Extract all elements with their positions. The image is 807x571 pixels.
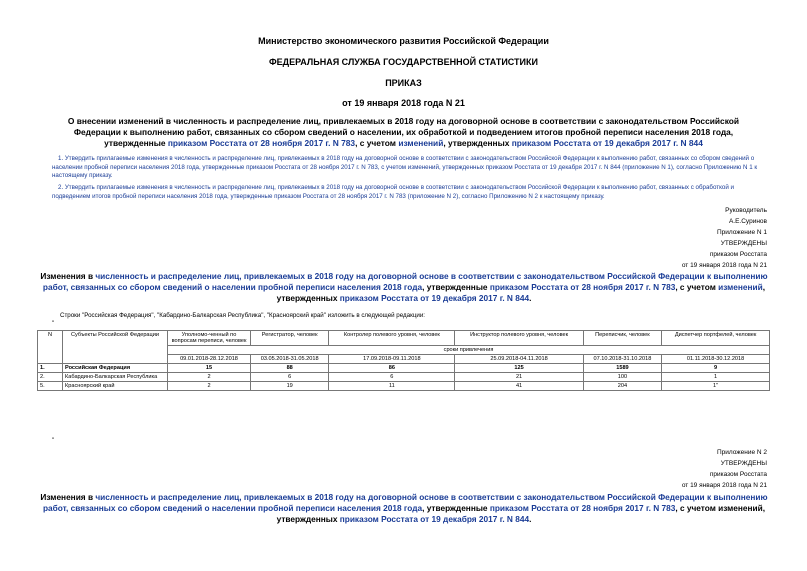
col-instructor: Инструктор полевого уровня, человек	[455, 331, 583, 346]
heading-text: Изменения в	[40, 492, 96, 502]
heading-text: , с учетом изменений, утвержденных	[276, 503, 766, 524]
heading-text: .	[529, 293, 532, 303]
heading-text: , утвержденных	[276, 282, 766, 303]
appendix1-order: приказом Росстата	[709, 251, 767, 258]
table-row	[38, 364, 770, 373]
row-number: 5.	[38, 382, 63, 391]
signature-role: Руководитель	[725, 207, 767, 214]
col-dispatcher: Диспетчер портфелей, человек	[662, 331, 770, 346]
appendix1-date: от 19 января 2018 года N 21	[681, 262, 767, 269]
row-value: 1"	[662, 382, 770, 391]
appendix1-heading	[40, 271, 768, 304]
row-subject: Кабардино-Балкарская Республика	[63, 373, 168, 382]
changes-link[interactable]: изменений	[718, 282, 763, 292]
appendix2-heading	[40, 492, 768, 525]
order-844-link[interactable]: приказом Росстата от 19 декабря 2017 г. N 844	[339, 293, 530, 303]
order-title	[0, 116, 807, 149]
period-cell: 07.10.2018-31.10.2018	[583, 355, 661, 364]
appendix1-approved: УТВЕРЖДЕНЫ	[720, 240, 767, 247]
period-cell: 01.11.2018-30.12.2018	[662, 355, 770, 364]
service-name: ФЕДЕРАЛЬНАЯ СЛУЖБА ГОСУДАРСТВЕННОЙ СТАТИСТИКИ	[269, 57, 538, 67]
row-value: 100	[583, 373, 661, 382]
appendix2-date: от 19 января 2018 года N 21	[681, 482, 767, 489]
row-value: 6	[251, 373, 329, 382]
col-subject: Субъекты Российской Федерации	[63, 331, 168, 364]
title-text: , утвержденных	[443, 138, 512, 148]
row-value: 86	[329, 364, 455, 373]
order-783-link[interactable]: приказом Росстата от 28 ноября 2017 г. N 783	[489, 503, 676, 513]
row-value: 11	[329, 382, 455, 391]
col-n: N	[38, 331, 63, 364]
row-value: 1589	[583, 364, 661, 373]
col-controller: Контролер полевого уровня, человек	[329, 331, 455, 346]
heading-text: , утвержденные	[422, 282, 490, 292]
row-number: 1.	[38, 364, 63, 373]
col-authorized: Уполномо-ченный по вопросам переписи, человек	[168, 331, 251, 346]
order-title-line1: О внесении изменений в численность и распределение лиц, привлекаемых в 2018 году на договорной основе в соответствии с законодательством Российской	[67, 116, 740, 126]
row-value: 2	[168, 382, 251, 391]
ministry-name: Министерство экономического развития Российской Федерации	[258, 36, 549, 46]
row-value: 2	[168, 373, 251, 382]
period-cell: 09.01.2018-28.12.2018	[168, 355, 251, 364]
paragraph-1: 1. Утвердить прилагаемые изменения в численность и распределение лиц, привлекаемых в 2018 году на договорной основе в соответствии с законодательством Российской Федерации к выполнению работ, связанных со сбором сведений о населении пробной переписи населения 2018 года, утвержденные приказом Росстата от 28 ноября 2017 г. N 783, с учетом изменений, утвержденных приказом Росстата от 19 декабря 2017 г. N 844 (приложение N 1), согласно Приложению N 1 к настоящему приказу.	[52, 155, 758, 180]
row-number: 2.	[38, 373, 63, 382]
period-cell: 17.09.2018-09.11.2018	[329, 355, 455, 364]
heading-link[interactable]: численность и распределение лиц, привлекаемых в 2018 году на договорной основе в соответствии с законодательством Российской Федерации к выполнению работ, связанных со сбором сведений о населении пробной переписи населения 2018 года	[42, 492, 768, 513]
period-cell: 03.05.2018-31.05.2018	[251, 355, 329, 364]
table-header-row	[38, 331, 770, 346]
row-value: 1	[662, 373, 770, 382]
table-row	[38, 382, 770, 391]
heading-link[interactable]: численность и распределение лиц, привлекаемых в 2018 году на договорной основе в соответствии с законодательством Российской Федерации к выполнению работ, связанных со сбором сведений о населении пробной переписи населения 2018 года	[42, 271, 768, 292]
row-subject: Российская Федерация	[63, 364, 168, 373]
order-title-line3	[0, 138, 807, 149]
order-title-line2: Федерации к выполнению работ, связанных со сбором сведений о населении, их обработкой и подведением итогов пробной переписи населения 2018 года,	[73, 127, 734, 137]
order-783-link[interactable]: приказом Росстата от 28 ноября 2017 г. N 783	[489, 282, 676, 292]
paragraph-2: 2. Утвердить прилагаемые изменения в численность и распределение лиц, привлекаемых в 2018 году на договорной основе в соответствии с законодательством Российской Федерации к выполнению работ, связанных с обработкой и подведением итогов пробной переписи населения 2018 года, утвержденные приказом Росстата от 28 ноября 2017 г. N 783 (приложение N 2), согласно Приложению N 2 к настоящему приказу.	[52, 184, 734, 200]
heading-text: Изменения в	[40, 271, 96, 281]
row-value: 125	[455, 364, 583, 373]
order-844-link[interactable]: приказом Росстата от 19 декабря 2017 г. N 844	[511, 138, 703, 148]
row-subject: Красноярский край	[63, 382, 168, 391]
order-783-link[interactable]: приказом Росстата от 28 ноября 2017 г. N 783	[167, 138, 356, 148]
appendix2-label: Приложение N 2	[716, 449, 767, 456]
period-label: сроки привлечения	[168, 346, 770, 355]
doc-type: ПРИКАЗ	[385, 78, 422, 88]
changes-link[interactable]: изменений	[398, 138, 444, 148]
quote-mark: "	[52, 437, 55, 444]
signature-name: А.Е.Суринов	[728, 218, 767, 225]
row-value: 21	[455, 373, 583, 382]
row-value: 6	[329, 373, 455, 382]
table-intro: Строки "Российская Федерация", "Кабардино-Балкарская Республика", "Красноярский край" изложить в следующей редакции:	[60, 312, 425, 319]
quote-mark: "	[52, 320, 55, 327]
col-registrar: Регистратор, человек	[251, 331, 329, 346]
row-value: 19	[251, 382, 329, 391]
appendix2-approved: УТВЕРЖДЕНЫ	[720, 460, 767, 467]
period-cell: 25.09.2018-04.11.2018	[455, 355, 583, 364]
row-value: 9	[662, 364, 770, 373]
col-enumerator: Переписчик, человек	[583, 331, 661, 346]
heading-text: , утвержденные	[422, 503, 490, 513]
appendix2-order: приказом Росстата	[709, 471, 767, 478]
title-text: утвержденные	[104, 138, 168, 148]
row-value: 15	[168, 364, 251, 373]
heading-text: , с учетом	[675, 282, 719, 292]
title-text: , с учетом	[355, 138, 399, 148]
doc-date-number: от 19 января 2018 года N 21	[342, 98, 465, 108]
row-value: 88	[251, 364, 329, 373]
heading-text: .	[529, 514, 532, 524]
order-844-link[interactable]: приказом Росстата от 19 декабря 2017 г. N 844	[339, 514, 530, 524]
row-value: 41	[455, 382, 583, 391]
staff-table	[37, 330, 770, 391]
appendix1-label: Приложение N 1	[716, 229, 767, 236]
row-value: 204	[583, 382, 661, 391]
table-row	[38, 373, 770, 382]
